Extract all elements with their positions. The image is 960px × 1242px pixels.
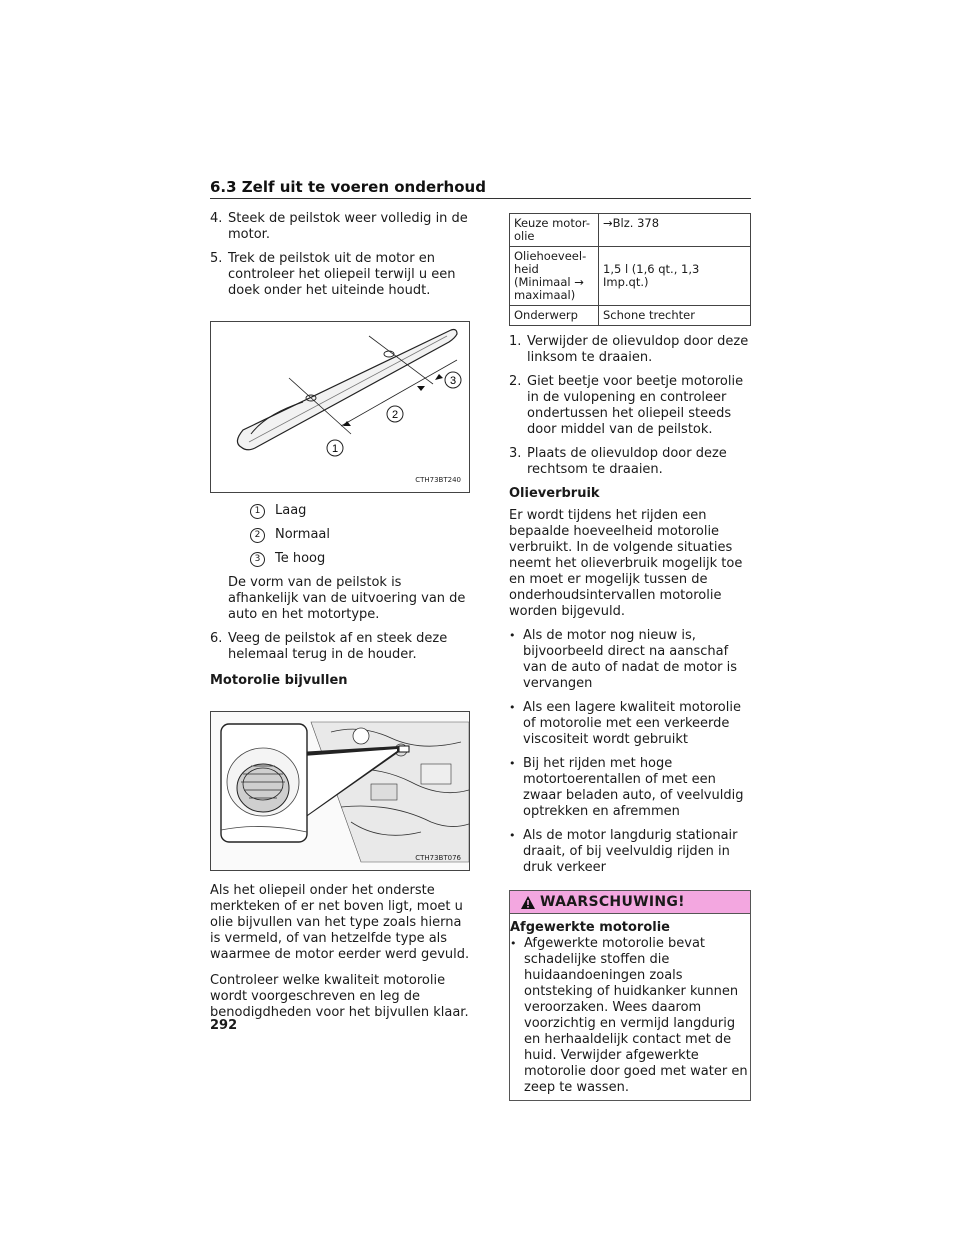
callout-3: 3 <box>449 375 457 387</box>
step-text: Giet beetje voor beetje motorolie in de vulopening en controleer ondertussen het oliepeil steeds door middel van de peilstok. <box>527 374 744 437</box>
section-title: 6.3 Zelf uit te voeren onderhoud <box>210 178 486 196</box>
callout-1: 1 <box>331 443 339 455</box>
table-row <box>510 306 751 326</box>
step-number: 3. <box>509 446 522 461</box>
refill-heading: Motorolie bijvullen <box>210 673 348 688</box>
consumption-paragraph: Er wordt tijdens het rijden een bepaalde hoeveelheid motorolie verbruikt. In de volgende situaties neemt het olieverbruik mogelijk toe en moet er mogelijk tussen de onderhoudsintervallen motorolie worden bijgevuld. <box>509 508 743 619</box>
step-5 <box>210 251 472 299</box>
engine-bay-drawing <box>211 712 469 870</box>
legend-normal <box>250 527 472 543</box>
step-text: Verwijder de olievuldop door deze linksom te draaien. <box>527 334 749 365</box>
consumption-bullet: • Bij het rijden met hoge motortoerentallen of met een zwaar beladen auto, of veelvuldig optrekken en afremmen <box>509 756 751 820</box>
step-text: Trek de peilstok uit de motor en controleer het oliepeil terwijl u een doek onder het uiteinde houdt. <box>228 251 456 298</box>
step-number: 6. <box>210 631 223 646</box>
legend-number: 3 <box>250 552 265 567</box>
consumption-bullet: • Als een lagere kwaliteit motorolie of motorolie met een verkeerde viscositeit wordt gebruikt <box>509 700 751 748</box>
table-key: Onderwerp <box>510 306 599 326</box>
step-text: Plaats de olievuldop door deze rechtsom te draaien. <box>527 446 727 477</box>
legend-text: Laag <box>275 503 307 518</box>
legend-number: 2 <box>250 528 265 543</box>
table-value: →Blz. 378 <box>599 214 751 247</box>
step-number: 1. <box>509 334 522 349</box>
warning-triangle-icon <box>520 895 536 910</box>
step-text: Veeg de peilstok af en steek deze helemaal terug in de houder. <box>228 631 448 662</box>
legend-text: Normaal <box>275 527 331 542</box>
consumption-bullet: • Als de motor nog nieuw is, bijvoorbeeld direct na aanschaf van de auto of nadat de motor is vervangen <box>509 628 751 692</box>
legend-high <box>250 551 472 567</box>
table-key: Oliehoeveel-heid (Minimaal → maximaal) <box>510 247 599 306</box>
warning-header <box>510 891 750 914</box>
figure-code: CTH73BT076 <box>415 854 461 862</box>
consumption-bullet: • Als de motor langdurig stationair draait, of bij veelvuldig rijden in druk verkeer <box>509 828 751 876</box>
right-column <box>509 213 751 1101</box>
table-row <box>510 214 751 247</box>
table-value: 1,5 l (1,6 qt., 1,3 Imp.qt.) <box>599 247 751 306</box>
refill-paragraph-1: Als het oliepeil onder het onderste merkteken of er net boven ligt, moet u olie bijvullen van het type zoals hierna is vermeld, of van hetzelfde type als waarmee de motor eerder werd gevuld. <box>210 883 470 962</box>
engine-bay-illustration <box>210 711 470 871</box>
table-row <box>510 247 751 306</box>
legend-low <box>250 503 472 519</box>
warning-box <box>509 890 751 1101</box>
left-column <box>210 211 472 1031</box>
dipstick-illustration <box>210 321 470 493</box>
refill-step-1 <box>509 334 751 366</box>
figure-code: CTH73BT240 <box>415 476 461 484</box>
step-number: 2. <box>509 374 522 389</box>
table-key: Keuze motor-olie <box>510 214 599 247</box>
section-divider <box>210 198 751 199</box>
step-text: Steek de peilstok weer volledig in de motor. <box>228 211 468 242</box>
warning-bullet: • Afgewerkte motorolie bevat schadelijke stoffen die huidaandoeningen zoals ontsteking of huidkanker kunnen veroorzaken. Wees daarom voorzichtig en vermijd langdurig en herhaaldelijk contact met de huid. Verwijder afgewerkte motorolie door goed met water en zeep te wassen. <box>510 936 750 1096</box>
step-6 <box>210 631 472 663</box>
warning-subheading: Afgewerkte motorolie <box>510 920 670 935</box>
warning-title: WAARSCHUWING! <box>540 894 685 910</box>
refill-step-2 <box>509 374 751 438</box>
refill-step-3 <box>509 446 751 478</box>
legend-number: 1 <box>250 504 265 519</box>
table-value: Schone trechter <box>599 306 751 326</box>
warning-body <box>510 914 750 1100</box>
page-number: 292 <box>210 1018 238 1033</box>
legend-text: Te hoog <box>275 551 326 566</box>
dipstick-note: De vorm van de peilstok is afhankelijk van de uitvoering van de auto en het motortype. <box>228 575 466 622</box>
consumption-heading: Olieverbruik <box>509 486 600 501</box>
step-number: 5. <box>210 251 223 266</box>
step-number: 4. <box>210 211 223 226</box>
refill-paragraph-2: Controleer welke kwaliteit motorolie wordt voorgeschreven en leg de benodigdheden voor het bijvullen klaar. <box>210 973 469 1020</box>
oil-spec-table <box>509 213 751 326</box>
dipstick-drawing <box>211 322 469 492</box>
callout-2: 2 <box>391 409 399 421</box>
step-4 <box>210 211 472 243</box>
